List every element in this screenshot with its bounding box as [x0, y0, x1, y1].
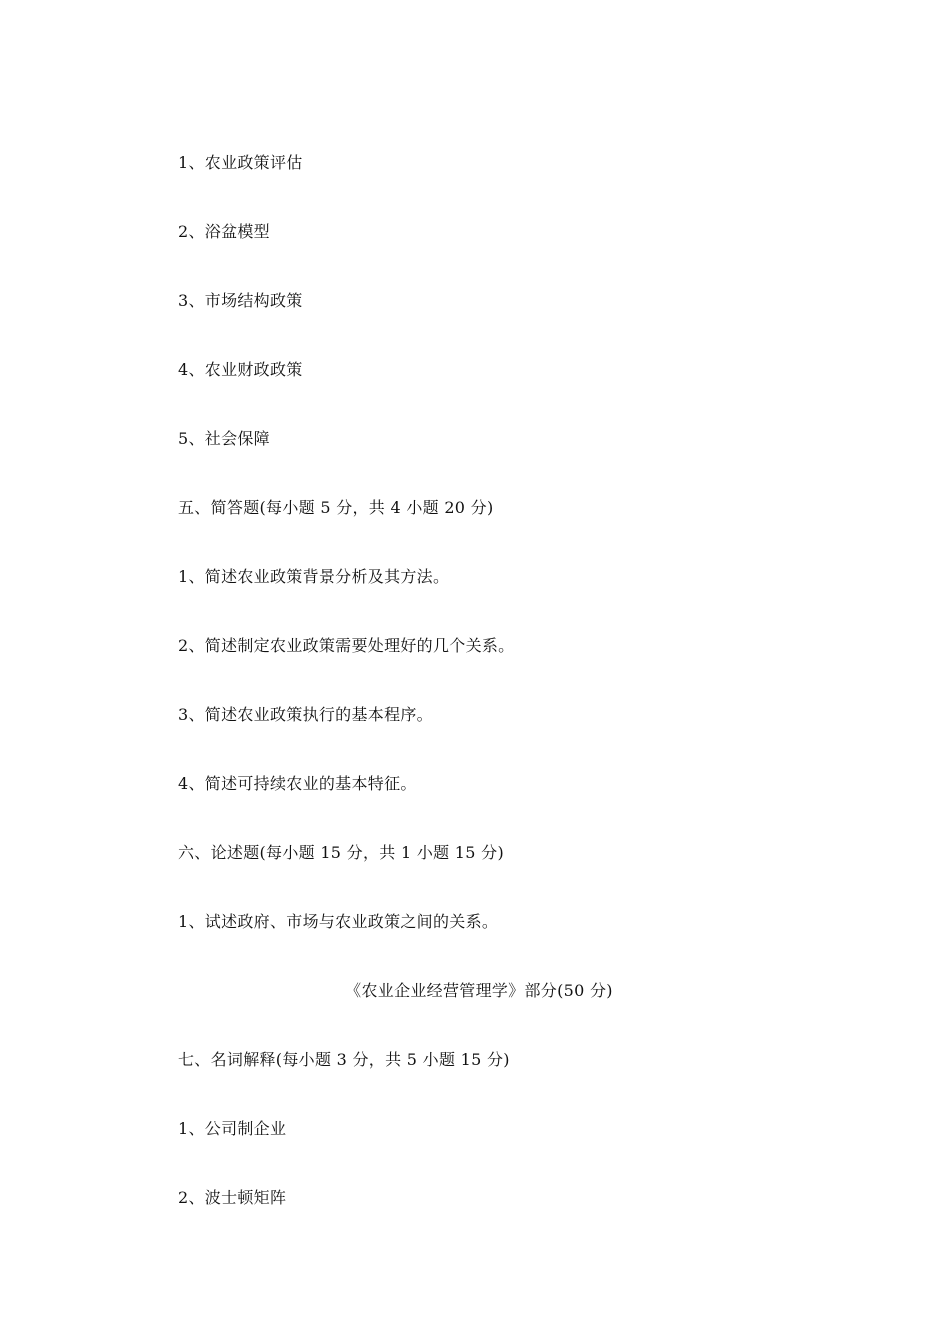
definition-item-2: 2、波士顿矩阵 [178, 1188, 287, 1207]
term-item-4: 4、农业财政政策 [178, 360, 303, 379]
term-item-1: 1、农业政策评估 [178, 153, 303, 172]
definition-item-1: 1、公司制企业 [178, 1119, 287, 1138]
term-item-2: 2、浴盆模型 [178, 222, 270, 241]
question-item-2: 2、简述制定农业政策需要处理好的几个关系。 [178, 636, 515, 655]
question-item-4: 4、简述可持续农业的基本特征。 [178, 774, 417, 793]
section-heading-short-answer: 五、简答题(每小题 5 分，共 4 小题 20 分) [178, 498, 494, 517]
section-heading-definitions: 七、名词解释(每小题 3 分，共 5 小题 15 分) [178, 1050, 510, 1069]
question-item-3: 3、简述农业政策执行的基本程序。 [178, 705, 433, 724]
term-item-3: 3、市场结构政策 [178, 291, 303, 310]
term-item-5: 5、社会保障 [178, 429, 270, 448]
question-item-1: 1、简述农业政策背景分析及其方法。 [178, 567, 450, 586]
section-heading-essay: 六、论述题(每小题 15 分，共 1 小题 15 分) [178, 843, 504, 862]
essay-item-1: 1、试述政府、市场与农业政策之间的关系。 [178, 912, 499, 931]
part-title-text: 《农业企业经营管理学》部分(50 分) [345, 981, 613, 1000]
part-title [0, 981, 950, 1001]
